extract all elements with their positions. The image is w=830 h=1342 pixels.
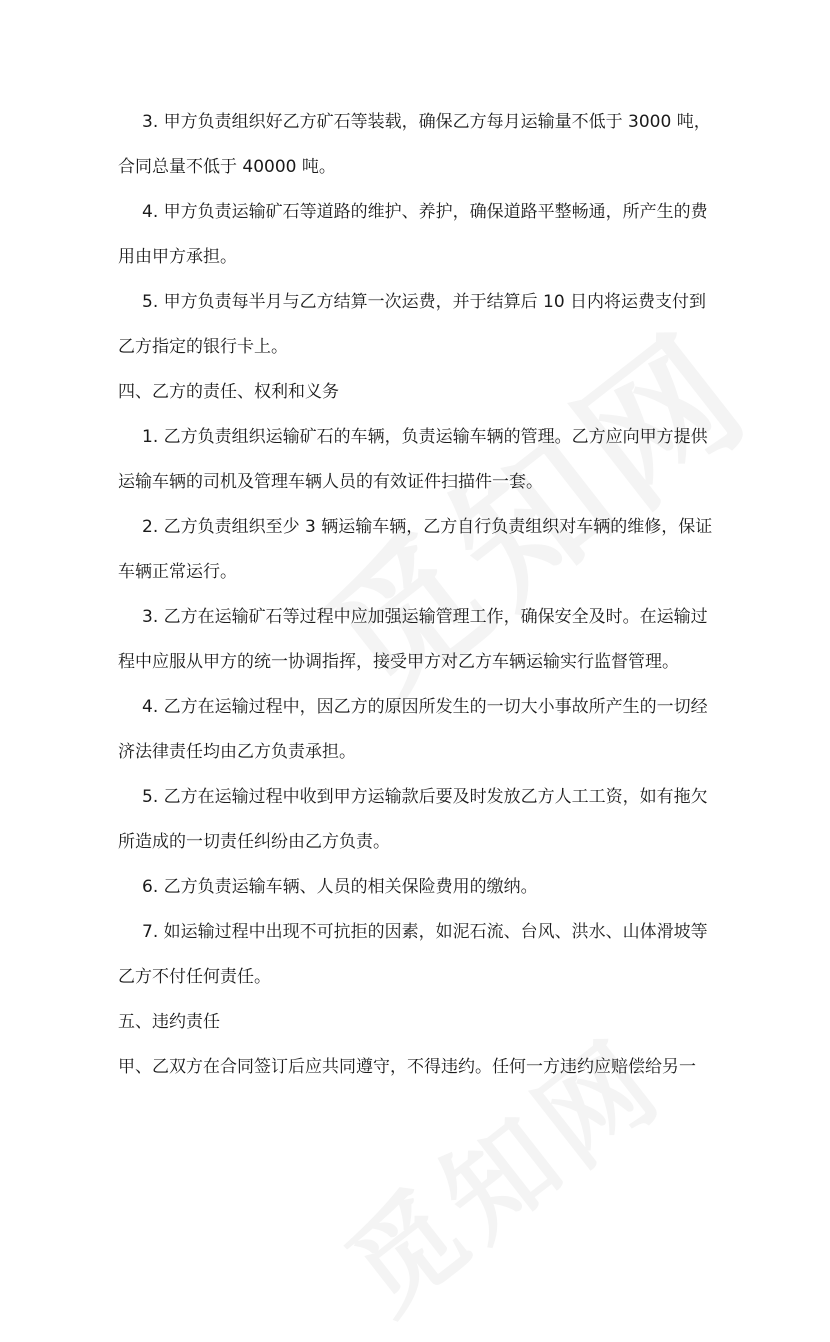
clause-line: 所造成的一切责任纠纷由乙方负责。 (118, 832, 390, 852)
clause-line: 3. 甲方负责组织好乙方矿石等装载，确保乙方每月运输量不低于 3000 吨， (142, 112, 711, 132)
clause-line: 车辆正常运行。 (118, 562, 237, 582)
clause-line: 运输车辆的司机及管理车辆人员的有效证件扫描件一套。 (118, 472, 543, 492)
clause-line: 济法律责任均由乙方负责承担。 (118, 742, 356, 762)
clause-line: 4. 乙方在运输过程中，因乙方的原因所发生的一切大小事故所产生的一切经 (142, 697, 708, 717)
clause-line: 6. 乙方负责运输车辆、人员的相关保险费用的缴纳。 (142, 877, 538, 897)
clause-line: 2. 乙方负责组织至少 3 辆运输车辆，乙方自行负责组织对车辆的维修，保证 (142, 517, 713, 537)
clause-line: 7. 如运输过程中出现不可抗拒的因素，如泥石流、台风、洪水、山体滑坡等 (142, 922, 708, 942)
clause-line: 乙方不付任何责任。 (118, 967, 271, 987)
section-heading: 四、乙方的责任、权利和义务 (118, 382, 339, 402)
clause-line: 4. 甲方负责运输矿石等道路的维护、养护，确保道路平整畅通，所产生的费 (142, 202, 708, 222)
clause-line: 用由甲方承担。 (118, 247, 237, 267)
clause-line: 3. 乙方在运输矿石等过程中应加强运输管理工作，确保安全及时。在运输过 (142, 607, 708, 627)
clause-line: 合同总量不低于 40000 吨。 (118, 157, 336, 177)
clause-line: 程中应服从甲方的统一协调指挥，接受甲方对乙方车辆运输实行监督管理。 (118, 652, 679, 672)
clause-line: 乙方指定的银行卡上。 (118, 337, 288, 357)
document-page (118, 100, 718, 1090)
clause-line: 5. 甲方负责每半月与乙方结算一次运费，并于结算后 10 日内将运费支付到 (142, 292, 707, 312)
section-heading: 五、违约责任 (118, 1012, 220, 1032)
paragraph-line: 甲、乙双方在合同签订后应共同遵守，不得违约。任何一方违约应赔偿给另一 (118, 1057, 696, 1077)
clause-line: 1. 乙方负责组织运输矿石的车辆，负责运输车辆的管理。乙方应向甲方提供 (142, 427, 708, 447)
clause-line: 5. 乙方在运输过程中收到甲方运输款后要及时发放乙方人工工资，如有拖欠 (142, 787, 708, 807)
